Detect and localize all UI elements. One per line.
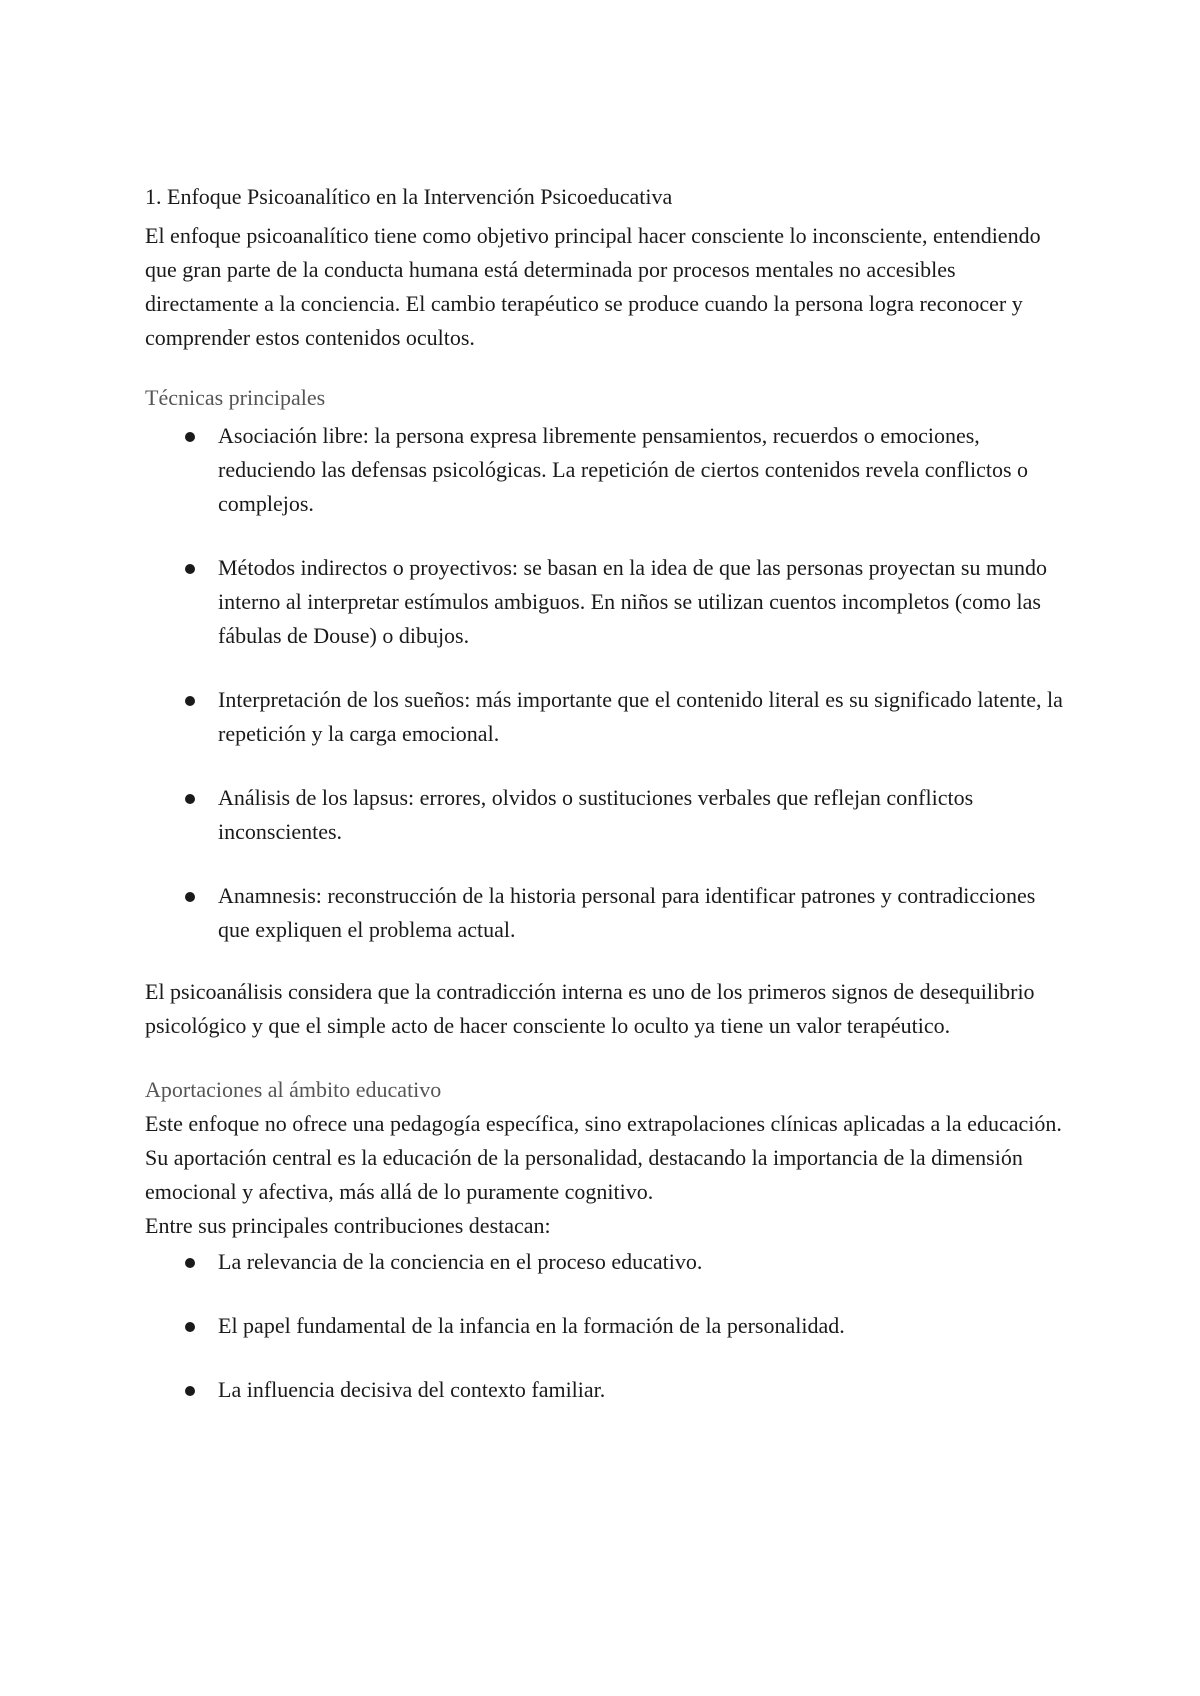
bullet-icon — [185, 696, 195, 706]
list-item — [145, 551, 1065, 653]
aportaciones-heading: Aportaciones al ámbito educativo — [145, 1077, 442, 1102]
bullet-icon — [185, 432, 195, 442]
list-item-text: La relevancia de la conciencia en el proceso educativo. — [218, 1249, 703, 1274]
list-item-text: Métodos indirectos o proyectivos: se basan en la idea de que las personas proyectan su mundo interno al interpretar estímulos ambiguos. En niños se utilizan cuentos incompletos (como las fábulas de Douse) o dibujos. — [218, 555, 1048, 648]
list-item-text: El papel fundamental de la infancia en la formación de la personalidad. — [218, 1313, 845, 1338]
bullet-icon — [185, 1322, 195, 1332]
section-title: 1. Enfoque Psicoanalítico en la Intervención Psicoeducativa — [145, 184, 673, 209]
list-item-text: Análisis de los lapsus: errores, olvidos o sustituciones verbales que reflejan conflictos inconscientes. — [218, 785, 974, 844]
bullet-icon — [185, 794, 195, 804]
tecnicas-conclusion: El psicoanálisis considera que la contradicción interna es uno de los primeros signos de desequilibrio psicológico y que el simple acto de hacer consciente lo oculto ya tiene un valor terapéutico. — [145, 979, 1035, 1038]
bullet-icon — [185, 1258, 195, 1268]
list-item — [145, 1309, 1065, 1343]
intro-paragraph: El enfoque psicoanalítico tiene como objetivo principal hacer consciente lo inconsciente, entendiendo que gran parte de la conducta humana está determinada por procesos mentales no accesibles directamente a la conciencia. El cambio terapéutico se produce cuando la persona logra reconocer y comprender estos contenidos ocultos. — [145, 223, 1041, 350]
list-item-text: Asociación libre: la persona expresa libremente pensamientos, recuerdos o emociones, reduciendo las defensas psicológicas. La repetición de ciertos contenidos revela conflictos o complejos. — [218, 423, 1029, 516]
tecnicas-heading: Técnicas principales — [145, 385, 326, 410]
list-item-text: La influencia decisiva del contexto familiar. — [218, 1377, 606, 1402]
aportaciones-list — [145, 1245, 1065, 1407]
document-page — [145, 180, 1065, 1407]
list-item — [145, 1373, 1065, 1407]
aportaciones-lead: Entre sus principales contribuciones destacan: — [145, 1213, 551, 1238]
bullet-icon — [185, 564, 195, 574]
list-item — [145, 1245, 1065, 1279]
list-item — [145, 781, 1065, 849]
list-item-text: Anamnesis: reconstrucción de la historia personal para identificar patrones y contradicciones que expliquen el problema actual. — [218, 883, 1036, 942]
aportaciones-paragraph: Este enfoque no ofrece una pedagogía específica, sino extrapolaciones clínicas aplicadas a la educación. Su aportación central es la educación de la personalidad, destacando la importancia de la dimensión emocional y afectiva, más allá de lo puramente cognitivo. — [145, 1111, 1062, 1204]
bullet-icon — [185, 1386, 195, 1396]
bullet-icon — [185, 892, 195, 902]
list-item-text: Interpretación de los sueños: más importante que el contenido literal es su significado latente, la repetición y la carga emocional. — [218, 687, 1063, 746]
tecnicas-list — [145, 419, 1065, 947]
list-item — [145, 683, 1065, 751]
list-item — [145, 419, 1065, 521]
list-item — [145, 879, 1065, 947]
